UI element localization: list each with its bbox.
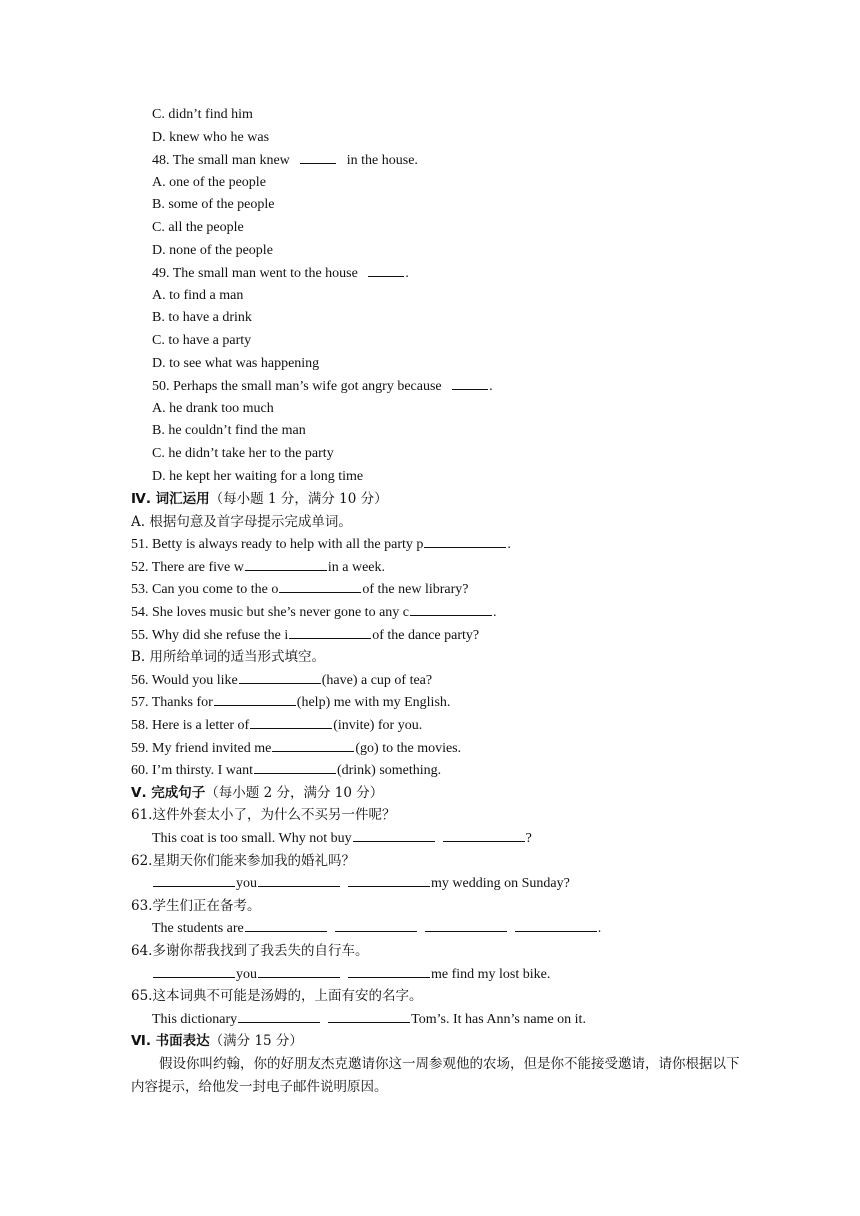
question-55-tail: of the dance party? [372, 627, 480, 643]
q47-option-d: D. knew who he was [152, 129, 270, 145]
question-59-text: 59. My friend invited me [131, 740, 272, 756]
question-54-text: 54. She loves music but she’s never gone to any c [131, 605, 410, 621]
answer-blank[interactable] [254, 759, 336, 774]
section-4-part-b [0, 646, 860, 669]
question-49 [0, 262, 860, 285]
answer-blank[interactable] [245, 917, 327, 932]
question-55-text: 55. Why did she refuse the i [131, 627, 289, 643]
answer-blank[interactable] [424, 533, 506, 548]
question-63-text: The students are [152, 921, 244, 937]
question-52-text: 52. There are five w [131, 559, 244, 575]
question-55 [0, 624, 860, 647]
question-50-text: 50. Perhaps the small man’s wife got angry because [152, 379, 442, 395]
answer-blank[interactable] [348, 963, 430, 978]
answer-blank[interactable] [335, 917, 417, 932]
q49-option-d: D. to see what was happening [152, 355, 320, 371]
question-61-prompt: 61.这件外套太小了，为什么不买另一件呢？ [131, 807, 396, 824]
question-65-tail: Tom’s. It has Ann’s name on it. [411, 1011, 586, 1027]
q48-option-c: C. all the people [152, 219, 244, 235]
answer-blank[interactable] [368, 262, 404, 277]
answer-blank[interactable] [153, 872, 235, 887]
section-4-part-a [0, 511, 860, 534]
section-4-note: （每小题 1 分，满分 10 分） [209, 491, 388, 508]
q48-option-a: A. one of the people [152, 174, 266, 190]
answer-blank[interactable] [272, 737, 354, 752]
question-64-prompt: 64.多谢你帮我找到了我丢失的自行车。 [131, 942, 369, 959]
worksheet-page [0, 104, 860, 1098]
question-57-tail: (help) me with my English. [296, 695, 451, 711]
answer-blank[interactable] [452, 375, 488, 390]
answer-blank[interactable] [250, 714, 332, 729]
answer-blank[interactable] [239, 669, 321, 684]
question-61-text: This coat is too small. Why not buy [152, 831, 352, 846]
q48-option-b: B. some of the people [152, 197, 275, 213]
q50-option-c: C. he didn’t take her to the party [152, 445, 334, 461]
question-65-text: This dictionary [152, 1011, 238, 1027]
question-61-answer [0, 827, 860, 850]
question-53 [0, 578, 860, 601]
question-64-chinese [0, 940, 860, 963]
question-52 [0, 556, 860, 579]
answer-blank[interactable] [328, 1008, 410, 1023]
question-63-answer [0, 917, 860, 940]
question-53-tail: of the new library? [362, 582, 469, 598]
section-4-heading [0, 488, 860, 511]
question-56-tail: (have) a cup of tea? [321, 672, 433, 688]
question-64-answer [0, 963, 860, 986]
question-62-tail: my wedding on Sunday? [431, 876, 570, 892]
question-61-tail: ? [525, 831, 532, 846]
question-65-answer [0, 1008, 860, 1031]
question-63-tail: . [597, 921, 602, 937]
writing-prompt: 假设你叫约翰，你的好朋友杰克邀请你这一周参观他的农场，但是你不能接受邀请，请你根据以下内容提示，给他发一封电子邮件说明原因。 [131, 1055, 740, 1095]
answer-blank[interactable] [425, 917, 507, 932]
question-62-answer [0, 872, 860, 895]
question-56-text: 56. Would you like [131, 672, 238, 688]
question-51-tail: . [507, 537, 511, 553]
answer-blank[interactable] [258, 963, 340, 978]
answer-blank[interactable] [300, 149, 336, 164]
answer-blank[interactable] [515, 917, 597, 932]
question-48 [0, 149, 860, 172]
question-57 [0, 691, 860, 714]
question-60-text: 60. I’m thirsty. I want [131, 763, 253, 779]
question-53-text: 53. Can you come to the o [131, 582, 279, 598]
section-6-note: （满分 15 分） [209, 1033, 303, 1050]
q50-option-b: B. he couldn’t find the man [152, 423, 306, 439]
section-4-title: Ⅳ. 词汇运用 [131, 491, 210, 508]
question-64-tail: me find my lost bike. [431, 966, 551, 982]
answer-blank[interactable] [353, 827, 435, 842]
question-62-chinese [0, 850, 860, 873]
section-5-title: Ⅴ. 完成句子 [131, 784, 206, 801]
part-b-instruction: B. 用所给单词的适当形式填空。 [131, 649, 326, 666]
question-60 [0, 759, 860, 782]
section-5-note: （每小题 2 分，满分 10 分） [205, 784, 384, 801]
answer-blank[interactable] [245, 556, 327, 571]
question-65-chinese [0, 985, 860, 1008]
question-62-prompt: 62.星期天你们能来参加我的婚礼吗？ [131, 852, 355, 869]
question-62-word: you [236, 876, 257, 892]
question-49-tail: . [405, 266, 409, 282]
question-51-text: 51. Betty is always ready to help with all the party p [131, 537, 424, 553]
question-59-tail: (go) to the movies. [355, 740, 462, 756]
q50-option-d: D. he kept her waiting for a long time [152, 468, 364, 484]
q49-option-a: A. to find a man [152, 287, 244, 303]
answer-blank[interactable] [258, 872, 340, 887]
section-5-heading [0, 782, 860, 805]
q49-option-c: C. to have a party [152, 332, 252, 348]
question-52-tail: in a week. [327, 559, 386, 575]
question-58-tail: (invite) for you. [333, 718, 423, 734]
question-58-text: 58. Here is a letter of [131, 718, 250, 734]
answer-blank[interactable] [214, 691, 296, 706]
answer-blank[interactable] [348, 872, 430, 887]
answer-blank[interactable] [153, 963, 235, 978]
question-61-chinese [0, 804, 860, 827]
answer-blank[interactable] [238, 1008, 320, 1023]
question-63-prompt: 63.学生们正在备考。 [131, 897, 261, 914]
answer-blank[interactable] [279, 578, 361, 593]
question-51 [0, 533, 860, 556]
question-48-text: 48. The small man knew [152, 153, 290, 169]
q49-option-b: B. to have a drink [152, 310, 252, 326]
question-58 [0, 714, 860, 737]
answer-blank[interactable] [443, 827, 525, 842]
q47-option-c: C. didn’t find him [152, 107, 253, 122]
question-56 [0, 669, 860, 692]
question-50-tail: . [489, 379, 493, 395]
question-63-chinese [0, 895, 860, 918]
question-54 [0, 601, 860, 624]
section-6-heading [0, 1030, 860, 1053]
question-59 [0, 737, 860, 760]
question-64-word: you [236, 966, 257, 982]
question-49-text: 49. The small man went to the house [152, 266, 358, 282]
question-65-prompt: 65.这本词典不可能是汤姆的，上面有安的名字。 [131, 988, 423, 1005]
question-50 [0, 375, 860, 398]
answer-blank[interactable] [289, 624, 371, 639]
q48-option-d: D. none of the people [152, 242, 273, 258]
answer-blank[interactable] [410, 601, 492, 616]
question-57-text: 57. Thanks for [131, 695, 213, 711]
question-54-tail: . [493, 605, 497, 621]
question-60-tail: (drink) something. [336, 763, 442, 779]
q50-option-a: A. he drank too much [152, 400, 274, 416]
section-6-title: Ⅵ. 书面表达 [131, 1033, 210, 1050]
question-48-tail: in the house. [346, 153, 418, 169]
part-a-instruction: A. 根据句意及首字母提示完成单词。 [131, 513, 352, 530]
